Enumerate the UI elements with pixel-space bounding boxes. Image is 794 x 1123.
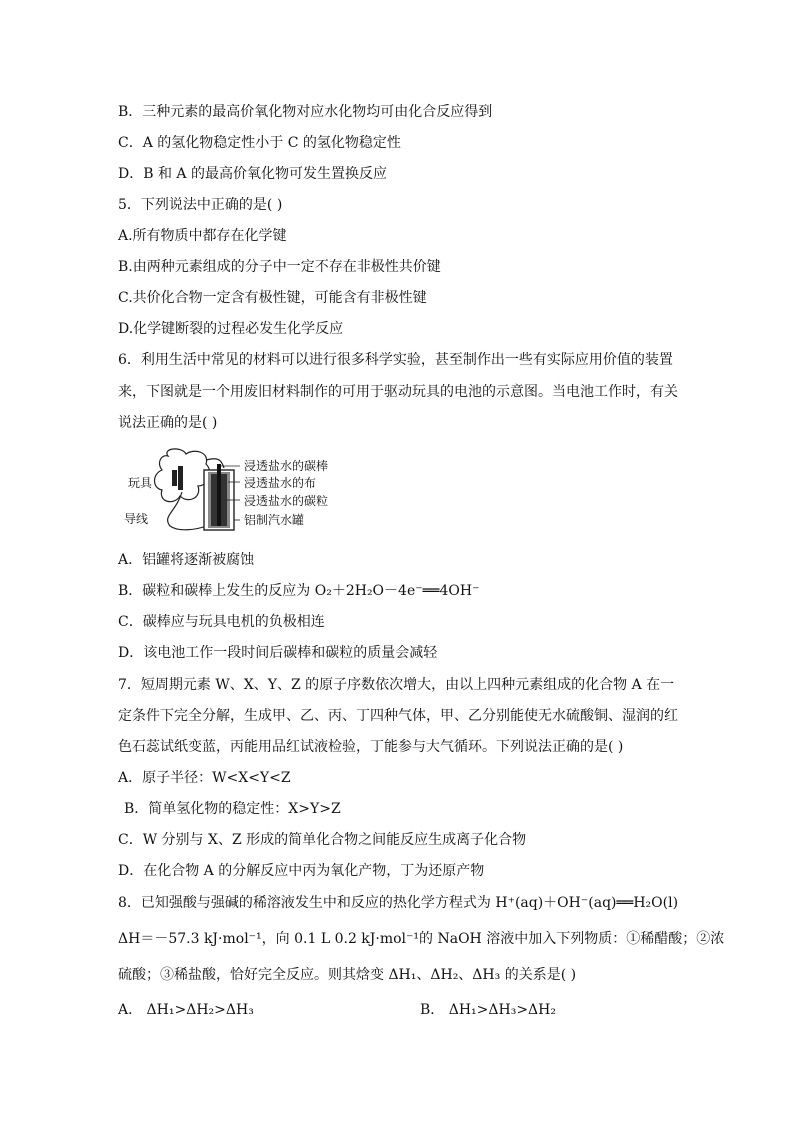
question-6-stem-line-1: 6．利用生活中常见的材料可以进行很多科学实验，甚至制作出一些有实际应用价值的装置	[118, 352, 673, 368]
question-7-option-a: A．原子半径：W<X<Y<Z	[118, 770, 291, 786]
question-6-option-c: C．碳棒应与玩具电机的负极相连	[118, 614, 325, 630]
wire	[168, 492, 206, 530]
question-6-option-b: B．碳粒和碳棒上发生的反应为 O₂＋2H₂O－4e⁻══4OH⁻	[118, 583, 480, 599]
question-5-option-d: D.化学键断裂的过程必发生化学反应	[118, 321, 344, 337]
question-5-option-b: B.由两种元素组成的分子中一定不存在非极性共价键	[118, 259, 441, 275]
question-8-option-a: A． ΔH₁>ΔH₂>ΔH₃	[118, 1002, 254, 1018]
question-8-stem-line-1: 8．已知强酸与强碱的稀溶液发生中和反应的热化学方程式为 H⁺(aq)＋OH⁻(aq)══H₂O(l)	[118, 895, 679, 911]
label-can: 铝制汽水罐	[244, 513, 305, 527]
question-6-option-d: D．该电池工作一段时间后碳棒和碳粒的质量会减轻	[118, 645, 438, 661]
question-5-option-a: A.所有物质中都存在化学键	[118, 228, 287, 244]
question-7-stem-line-3: 色石蕊试纸变蓝，丙能用品红试液检验，丁能参与大气循环。下列说法正确的是( )	[118, 739, 624, 755]
carbon-rod	[217, 464, 221, 526]
question-8-stem-line-2: ΔH＝－57.3 kJ·mol⁻¹，向 0.1 L 0.2 kJ·mol⁻¹的 NaOH 溶液中加入下列物质：①稀醋酸；②浓	[118, 931, 725, 947]
question-7-option-b: B．简单氢化物的稳定性：X>Y>Z	[124, 801, 341, 817]
question-7-option-c: C．W 分别与 X、Z 形成的简单化合物之间能反应生成离子化合物	[118, 832, 527, 848]
question-7-stem-line-1: 7．短周期元素 W、X、Y、Z 的原子序数依次增大，由以上四种元素组成的化合物 A 在一	[118, 677, 675, 693]
question-7-option-d: D．在化合物 A 的分解反应中丙为氧化产物，丁为还原产物	[118, 863, 485, 879]
question-6-stem-line-2: 来，下图就是一个用废旧材料制作的可用于驱动玩具的电池的示意图。当电池工作时，有关	[118, 384, 678, 400]
battery-diagram	[122, 446, 342, 534]
question-4-option-c: C．A 的氢化物稳定性小于 C 的氢化物稳定性	[118, 135, 401, 151]
question-7-stem-line-2: 定条件下完全分解，生成甲、乙、丙、丁四种气体，甲、乙分别能使无水硫酸铜、湿润的红	[118, 708, 678, 724]
label-carbon-rod: 浸透盐水的碳棒	[244, 459, 329, 473]
question-4-option-d: D．B 和 A 的最高价氧化物可发生置换反应	[118, 166, 387, 182]
label-carbon-granules: 浸透盐水的碳粒	[244, 494, 329, 508]
question-8-stem-line-3: 硫酸；③稀盐酸，恰好完全反应。则其焓变 ΔH₁、ΔH₂、ΔH₃ 的关系是( )	[118, 967, 577, 983]
question-6-stem-line-3: 说法正确的是( )	[118, 415, 218, 431]
question-5-stem: 5．下列说法中正确的是( )	[118, 197, 283, 213]
question-4-option-b: B．三种元素的最高价氧化物对应水化物均可由化合反应得到	[118, 104, 493, 120]
toy-motor	[178, 466, 183, 490]
label-wire: 导线	[124, 512, 149, 526]
question-8-option-b: B． ΔH₁>ΔH₃>ΔH₂	[420, 1002, 556, 1018]
question-6-option-a: A．铝罐将逐渐被腐蚀	[118, 552, 255, 568]
label-cloth: 浸透盐水的布	[244, 476, 317, 490]
label-toy: 玩具	[128, 476, 153, 490]
question-5-option-c: C.共价化合物一定含有极性键，可能含有非极性键	[118, 290, 427, 306]
